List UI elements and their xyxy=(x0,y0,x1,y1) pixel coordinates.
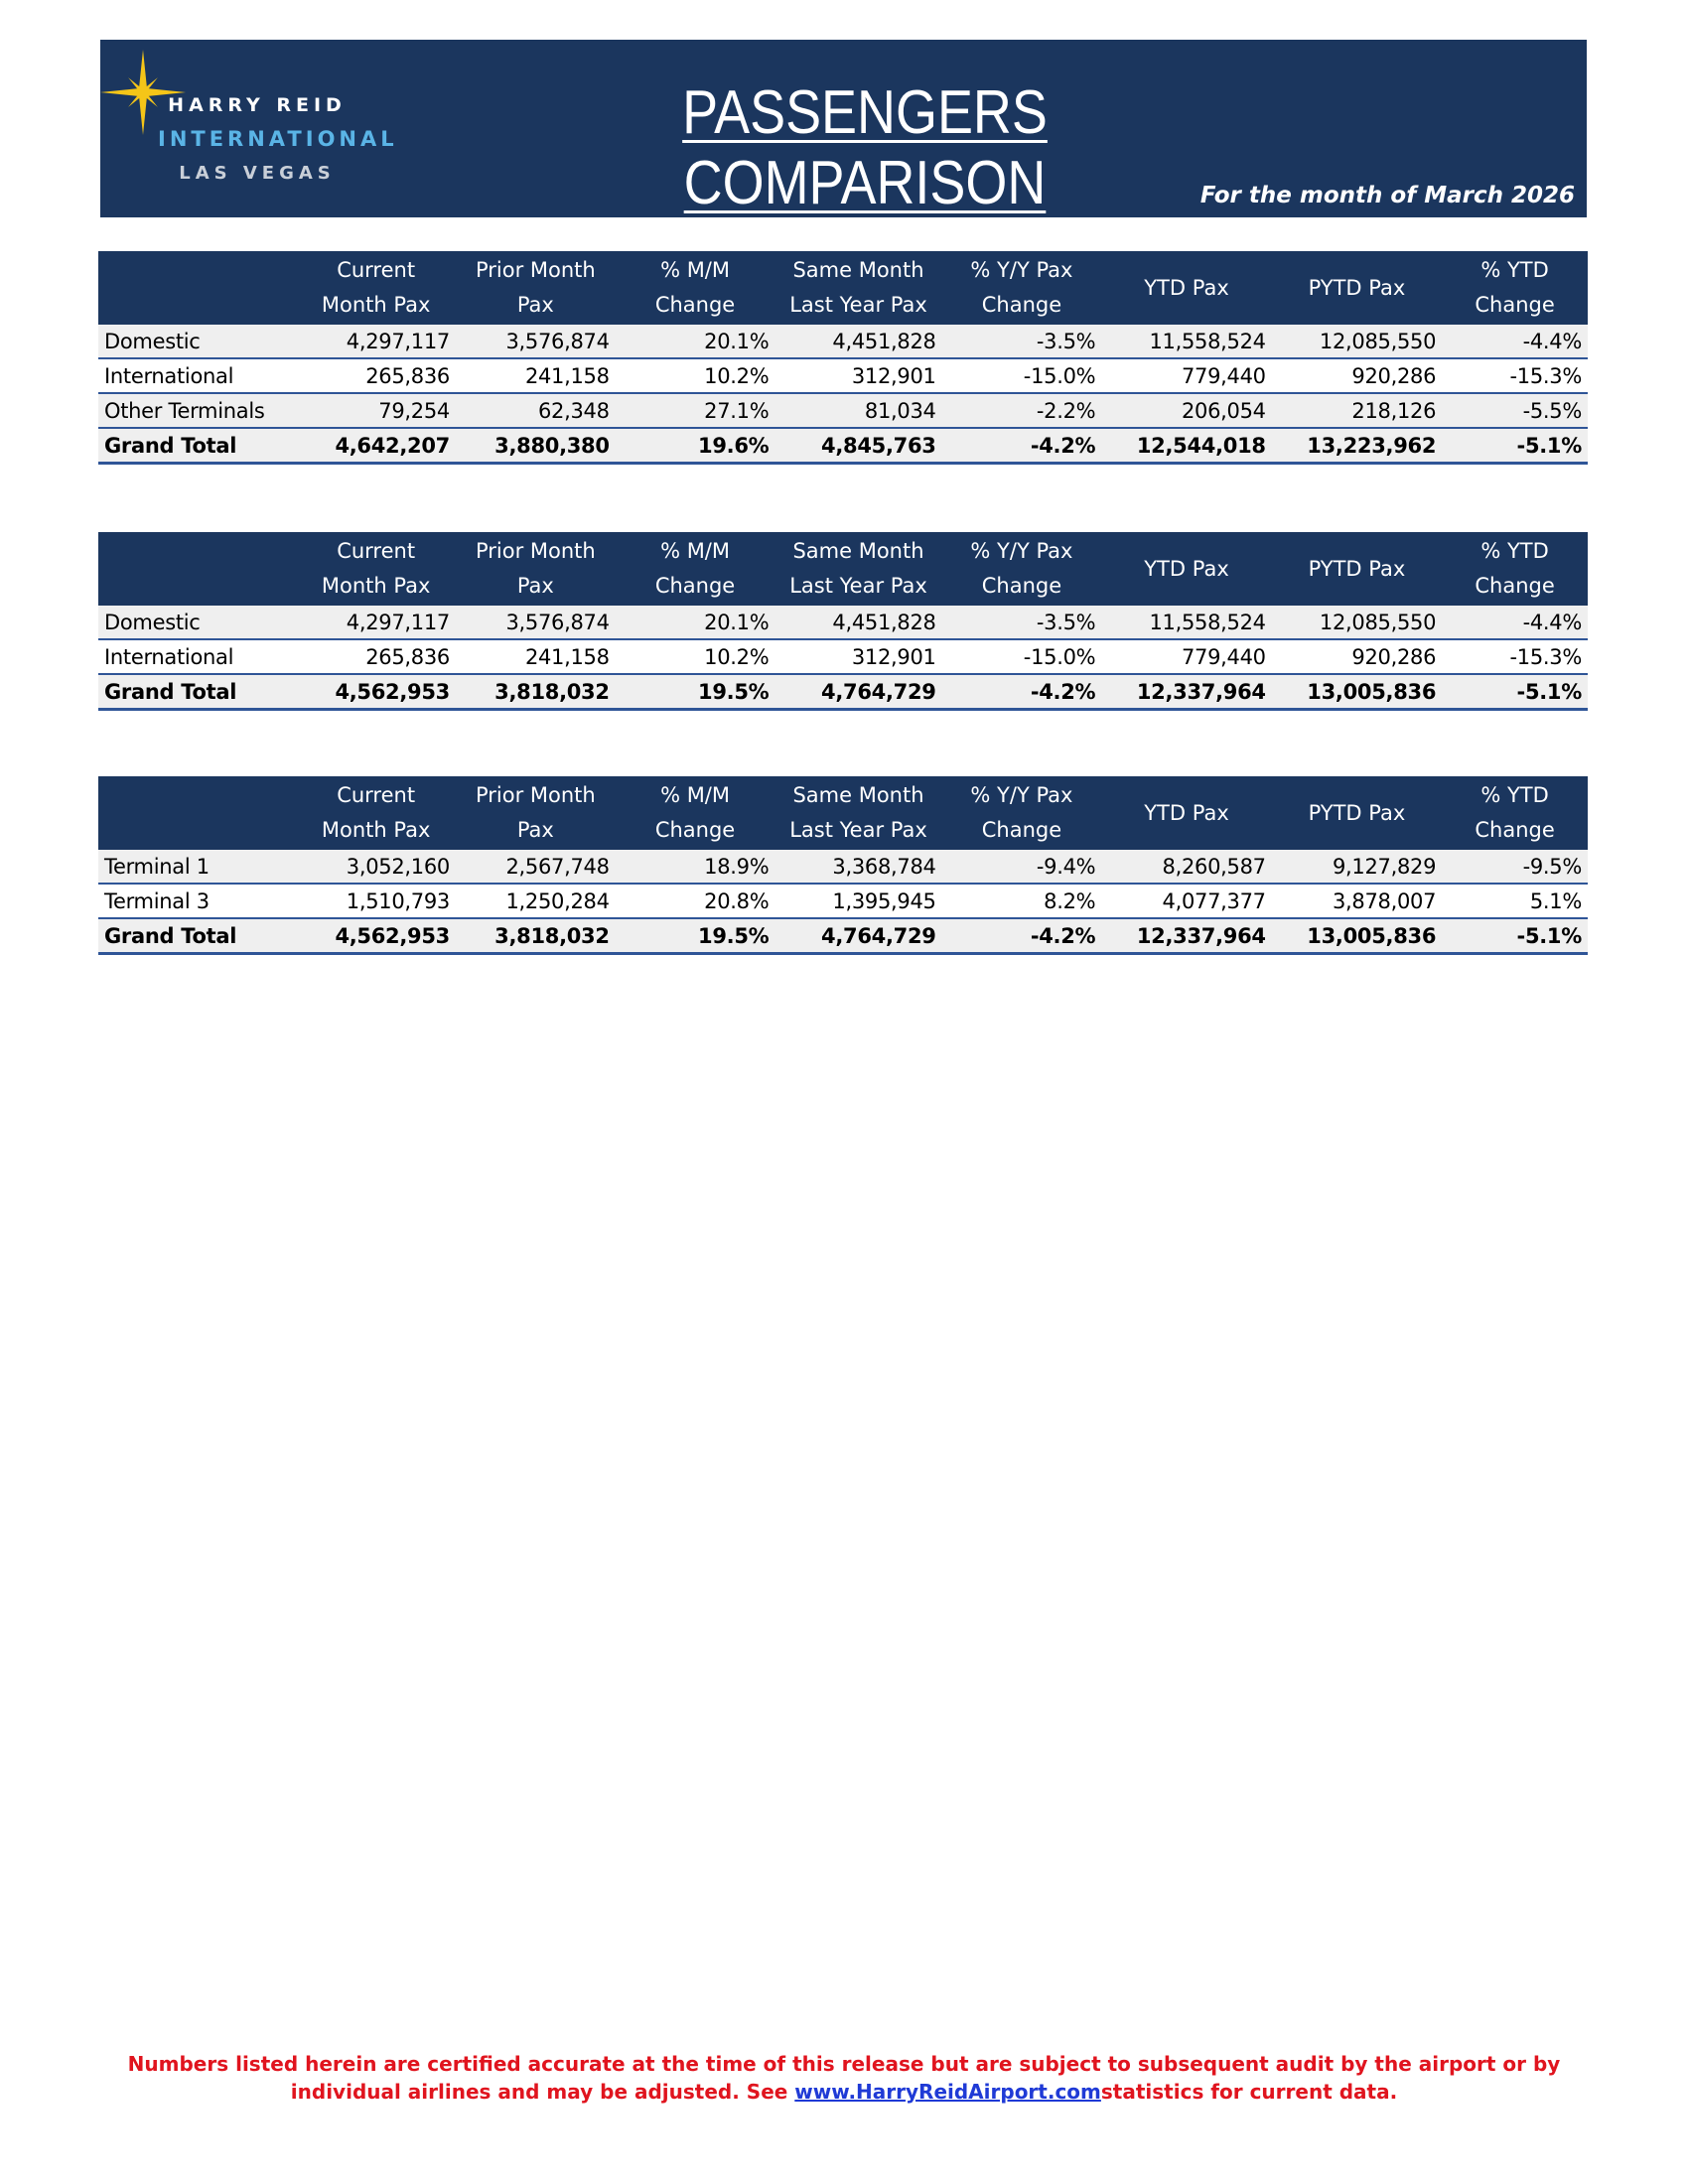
table-header-row xyxy=(98,532,1588,606)
table-row xyxy=(98,393,1588,428)
comparison-table-by-terminal xyxy=(98,776,1588,955)
column-header xyxy=(942,532,1102,606)
table-cell: 1,395,945 xyxy=(774,884,941,918)
table-cell: 920,286 xyxy=(1272,358,1442,393)
grand-total-row xyxy=(98,428,1588,464)
table-cell: 19.5% xyxy=(616,918,775,954)
table-cell: -15.3% xyxy=(1442,639,1588,674)
table-cell: 20.8% xyxy=(616,884,775,918)
column-header-line: % Y/Y Pax xyxy=(970,539,1073,563)
column-header xyxy=(942,776,1102,850)
table-cell: 12,085,550 xyxy=(1272,606,1442,639)
column-header-line: % M/M xyxy=(660,539,731,563)
column-header-line: PYTD Pax xyxy=(1308,800,1406,825)
star-icon xyxy=(100,50,186,135)
table-cell: 20.1% xyxy=(616,325,775,358)
table-cell: 13,005,836 xyxy=(1272,918,1442,954)
row-label: International xyxy=(98,639,296,674)
column-header-line: Prior Month xyxy=(475,258,596,282)
column-header xyxy=(98,532,296,606)
table-cell: 1,510,793 xyxy=(296,884,456,918)
table-cell: 13,005,836 xyxy=(1272,674,1442,710)
column-header-line: Change xyxy=(654,293,736,317)
column-header xyxy=(456,776,616,850)
column-header-line: % Y/Y Pax xyxy=(970,783,1073,807)
table-row xyxy=(98,606,1588,639)
column-header-line: Change xyxy=(981,293,1062,317)
logo-line-1: HARRY REID xyxy=(168,94,347,116)
column-header-line: Same Month xyxy=(792,783,924,807)
table-cell: 19.5% xyxy=(616,674,775,710)
table-cell: -5.1% xyxy=(1442,918,1588,954)
table-row xyxy=(98,639,1588,674)
table-cell: 20.1% xyxy=(616,606,775,639)
table-cell: -9.5% xyxy=(1442,850,1588,884)
table-cell: 4,451,828 xyxy=(774,606,941,639)
table-cell: -3.5% xyxy=(942,325,1102,358)
column-header-line: Last Year Pax xyxy=(789,574,927,598)
table-cell: -15.0% xyxy=(942,639,1102,674)
column-header-line: Current xyxy=(337,783,416,807)
table-cell: -2.2% xyxy=(942,393,1102,428)
table-cell: -5.5% xyxy=(1442,393,1588,428)
table-cell: -4.4% xyxy=(1442,325,1588,358)
table-cell: 4,845,763 xyxy=(774,428,941,464)
table-row xyxy=(98,884,1588,918)
column-header xyxy=(456,532,616,606)
column-header-line: % YTD xyxy=(1480,783,1549,807)
table-cell: 4,562,953 xyxy=(296,674,456,710)
table-cell: 3,818,032 xyxy=(456,674,616,710)
column-header xyxy=(1272,532,1442,606)
column-header xyxy=(296,776,456,850)
column-header-line: Change xyxy=(1475,818,1555,842)
table-cell: 8.2% xyxy=(942,884,1102,918)
column-header-line: % YTD xyxy=(1480,539,1549,563)
column-header xyxy=(616,776,775,850)
disclaimer-text-end: statistics for current data. xyxy=(1100,2080,1398,2104)
table-cell: 12,544,018 xyxy=(1101,428,1271,464)
column-header-line: Current xyxy=(337,258,416,282)
column-header-line: % YTD xyxy=(1480,258,1549,282)
column-header-line: % Y/Y Pax xyxy=(970,258,1073,282)
row-label: Grand Total xyxy=(98,428,296,464)
column-header xyxy=(1101,776,1271,850)
table-cell: 27.1% xyxy=(616,393,775,428)
column-header-line: Prior Month xyxy=(475,783,596,807)
column-header-line: PYTD Pax xyxy=(1308,275,1406,300)
table-cell: 4,297,117 xyxy=(296,325,456,358)
column-header-line: YTD Pax xyxy=(1144,275,1229,300)
report-period: For the month of March 2026 xyxy=(1199,183,1575,208)
logo-line-3: LAS VEGAS xyxy=(179,163,336,184)
column-header-line: PYTD Pax xyxy=(1308,556,1406,581)
page-title: PASSENGERS COMPARISON xyxy=(682,78,1048,217)
table-cell: 62,348 xyxy=(456,393,616,428)
table-row xyxy=(98,325,1588,358)
airport-website-link[interactable]: www.HarryReidAirport.com xyxy=(794,2080,1101,2104)
column-header-line: Last Year Pax xyxy=(789,293,927,317)
airport-logo xyxy=(100,40,398,217)
row-label: Grand Total xyxy=(98,674,296,710)
table-cell: -5.1% xyxy=(1442,674,1588,710)
table-row xyxy=(98,850,1588,884)
table-cell: 3,368,784 xyxy=(774,850,941,884)
table-cell: 3,818,032 xyxy=(456,918,616,954)
row-label: International xyxy=(98,358,296,393)
grand-total-row xyxy=(98,918,1588,954)
table-cell: 10.2% xyxy=(616,358,775,393)
grand-total-row xyxy=(98,674,1588,710)
table-cell: 12,337,964 xyxy=(1101,674,1271,710)
table-cell: 4,562,953 xyxy=(296,918,456,954)
logo-line-2: INTERNATIONAL xyxy=(158,127,398,151)
report-header xyxy=(100,40,1587,217)
row-label: Terminal 1 xyxy=(98,850,296,884)
table-cell: 265,836 xyxy=(296,639,456,674)
table-cell: 3,880,380 xyxy=(456,428,616,464)
column-header-line: Change xyxy=(981,574,1062,598)
table-cell: 779,440 xyxy=(1101,358,1271,393)
column-header xyxy=(98,776,296,850)
table-cell: 3,878,007 xyxy=(1272,884,1442,918)
column-header-line: Change xyxy=(981,818,1062,842)
column-header xyxy=(1101,251,1271,325)
table-cell: 265,836 xyxy=(296,358,456,393)
table-cell: 5.1% xyxy=(1442,884,1588,918)
column-header-line: Pax xyxy=(516,818,554,842)
column-header-line: Change xyxy=(1475,293,1555,317)
table-cell: 4,451,828 xyxy=(774,325,941,358)
column-header-line: Month Pax xyxy=(321,818,431,842)
column-header xyxy=(1272,251,1442,325)
table-cell: 3,576,874 xyxy=(456,606,616,639)
table-cell: 920,286 xyxy=(1272,639,1442,674)
column-header xyxy=(774,776,941,850)
comparison-table-all-terminals xyxy=(98,251,1588,465)
table-cell: -15.3% xyxy=(1442,358,1588,393)
table-cell: 218,126 xyxy=(1272,393,1442,428)
column-header xyxy=(616,251,775,325)
table-row xyxy=(98,358,1588,393)
column-header-line: Pax xyxy=(516,293,554,317)
row-label: Domestic xyxy=(98,606,296,639)
table-cell: 9,127,829 xyxy=(1272,850,1442,884)
column-header-line: Pax xyxy=(516,574,554,598)
table-cell: 12,337,964 xyxy=(1101,918,1271,954)
table-cell: 3,052,160 xyxy=(296,850,456,884)
column-header xyxy=(1442,532,1588,606)
table-cell: 4,764,729 xyxy=(774,918,941,954)
table-cell: 3,576,874 xyxy=(456,325,616,358)
column-header-line: Same Month xyxy=(792,539,924,563)
row-label: Grand Total xyxy=(98,918,296,954)
row-label: Terminal 3 xyxy=(98,884,296,918)
column-header xyxy=(456,251,616,325)
table-cell: 11,558,524 xyxy=(1101,606,1271,639)
table-cell: -5.1% xyxy=(1442,428,1588,464)
table-cell: 13,223,962 xyxy=(1272,428,1442,464)
table-cell: 4,764,729 xyxy=(774,674,941,710)
column-header xyxy=(774,251,941,325)
row-label: Domestic xyxy=(98,325,296,358)
table-cell: 241,158 xyxy=(456,639,616,674)
column-header xyxy=(1442,251,1588,325)
column-header xyxy=(616,532,775,606)
table-cell: 779,440 xyxy=(1101,639,1271,674)
column-header xyxy=(1101,532,1271,606)
table-cell: 4,297,117 xyxy=(296,606,456,639)
column-header-line: Change xyxy=(1475,574,1555,598)
column-header-line: % M/M xyxy=(660,783,731,807)
comparison-table-domestic-international xyxy=(98,532,1588,711)
column-header-line: YTD Pax xyxy=(1144,800,1229,825)
column-header-line: Last Year Pax xyxy=(789,818,927,842)
table-cell: 241,158 xyxy=(456,358,616,393)
column-header-line: Change xyxy=(654,574,736,598)
table-header-row xyxy=(98,776,1588,850)
table-cell: -15.0% xyxy=(942,358,1102,393)
column-header-line: Current xyxy=(337,539,416,563)
table-cell: 18.9% xyxy=(616,850,775,884)
column-header-line: YTD Pax xyxy=(1144,556,1229,581)
table-cell: -4.2% xyxy=(942,428,1102,464)
column-header xyxy=(774,532,941,606)
table-cell: 19.6% xyxy=(616,428,775,464)
table-cell: 79,254 xyxy=(296,393,456,428)
table-header-row xyxy=(98,251,1588,325)
column-header-line: Change xyxy=(654,818,736,842)
column-header xyxy=(942,251,1102,325)
table-cell: -9.4% xyxy=(942,850,1102,884)
table-cell: -3.5% xyxy=(942,606,1102,639)
table-cell: 8,260,587 xyxy=(1101,850,1271,884)
column-header xyxy=(98,251,296,325)
disclaimer xyxy=(99,2050,1589,2106)
table-cell: -4.2% xyxy=(942,918,1102,954)
column-header-line: Month Pax xyxy=(321,574,431,598)
column-header xyxy=(296,251,456,325)
table-cell: -4.2% xyxy=(942,674,1102,710)
table-cell: 11,558,524 xyxy=(1101,325,1271,358)
table-cell: 10.2% xyxy=(616,639,775,674)
table-cell: 312,901 xyxy=(774,358,941,393)
table-cell: 1,250,284 xyxy=(456,884,616,918)
row-label: Other Terminals xyxy=(98,393,296,428)
table-cell: 4,642,207 xyxy=(296,428,456,464)
disclaimer-text: Numbers listed herein are certified accurate at the time of this release but are subject to subsequent audit by the airport or by individual airlines and may be adjusted. See xyxy=(127,2052,1561,2104)
table-cell: 206,054 xyxy=(1101,393,1271,428)
column-header-line: Prior Month xyxy=(475,539,596,563)
column-header xyxy=(1272,776,1442,850)
table-cell: 4,077,377 xyxy=(1101,884,1271,918)
column-header xyxy=(296,532,456,606)
column-header xyxy=(1442,776,1588,850)
table-cell: 12,085,550 xyxy=(1272,325,1442,358)
column-header-line: Month Pax xyxy=(321,293,431,317)
table-cell: 2,567,748 xyxy=(456,850,616,884)
column-header-line: % M/M xyxy=(660,258,731,282)
table-cell: 81,034 xyxy=(774,393,941,428)
table-cell: -4.4% xyxy=(1442,606,1588,639)
column-header-line: Same Month xyxy=(792,258,924,282)
table-cell: 312,901 xyxy=(774,639,941,674)
